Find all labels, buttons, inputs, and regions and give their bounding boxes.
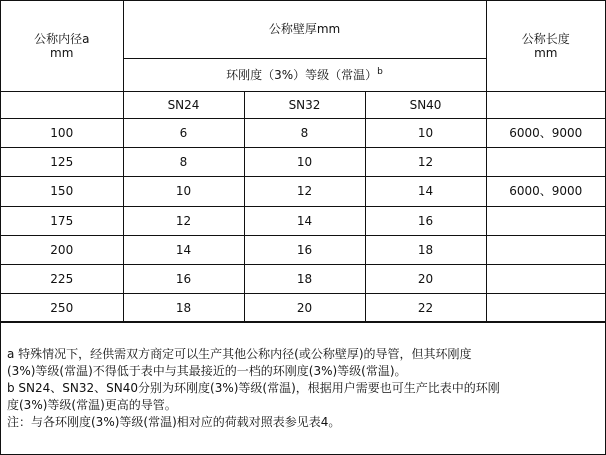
grade-blank-left (1, 91, 123, 118)
length-cell (486, 235, 605, 264)
table-row (1, 176, 605, 206)
grade-sn40: SN40 (365, 91, 486, 118)
length-label: 公称长度 (521, 31, 570, 46)
sn32-cell: 10 (244, 147, 365, 176)
grade-sn24: SN24 (123, 91, 244, 118)
length-cell: 6000、9000 (486, 176, 605, 206)
sn40-cell: 16 (365, 206, 486, 235)
header-wall-thickness (123, 1, 486, 58)
footnote-a-line-1: a 特殊情况下，经供需双方商定可以生产其他公称内径(或公称壁厚)的导管，但其环刚度 (7, 347, 472, 361)
sn24-cell: 6 (123, 118, 244, 147)
note-mark-b: b (377, 66, 383, 77)
nominal-diameter-label: 公称内径 (34, 31, 83, 46)
diameter-cell: 125 (1, 147, 123, 176)
sn24-cell: 14 (123, 235, 244, 264)
header-length (486, 1, 605, 91)
sn24-cell: 8 (123, 147, 244, 176)
sn24-cell: 10 (123, 176, 244, 206)
length-cell: 6000、9000 (486, 118, 605, 147)
note-load-reference: 注：与各环刚度(3%)等级(常温)相对应的荷载对照表参见表4。 (7, 415, 341, 429)
sn32-cell: 20 (244, 293, 365, 322)
footnote-a-line-2: (3%)等级(常温)不得低于表中与其最接近的一档的环刚度(3%)等级(常温)。 (7, 364, 407, 378)
sn40-cell: 22 (365, 293, 486, 322)
sn40-cell: 18 (365, 235, 486, 264)
grade-sn32: SN32 (244, 91, 365, 118)
sn32-cell: 16 (244, 235, 365, 264)
table-row (1, 206, 605, 235)
diameter-cell: 200 (1, 235, 123, 264)
sn24-cell: 18 (123, 293, 244, 322)
diameter-cell: 100 (1, 118, 123, 147)
sn24-cell: 12 (123, 206, 244, 235)
table-row (1, 293, 605, 322)
header-stiffness (123, 58, 486, 91)
length-cell (486, 206, 605, 235)
sn24-cell: 16 (123, 264, 244, 293)
wall-thickness-label: 公称壁厚 (268, 22, 317, 37)
footnote-b-line-2: 度(3%)等级(常温)更高的导管。 (7, 398, 177, 412)
sn40-cell: 12 (365, 147, 486, 176)
sn40-cell: 10 (365, 118, 486, 147)
table-footnotes (1, 321, 605, 454)
length-unit: mm (534, 45, 558, 60)
note-mark-a: a (82, 31, 90, 46)
table-row (1, 118, 605, 147)
sn32-cell: 8 (244, 118, 365, 147)
table-row (1, 235, 605, 264)
sn32-cell: 18 (244, 264, 365, 293)
diameter-cell: 150 (1, 176, 123, 206)
diameter-cell: 225 (1, 264, 123, 293)
sn32-cell: 14 (244, 206, 365, 235)
pipe-spec-table (1, 1, 605, 323)
header-row-1 (1, 1, 605, 58)
grade-blank-right (486, 91, 605, 118)
length-cell (486, 293, 605, 322)
sn40-cell: 20 (365, 264, 486, 293)
length-cell (486, 264, 605, 293)
sn32-cell: 12 (244, 176, 365, 206)
footnote-b-line-1: b SN24、SN32、SN40分别为环刚度(3%)等级(常温)，根据用户需要也可生产比表中的环刚 (7, 381, 500, 395)
header-row-3 (1, 91, 605, 118)
table-row (1, 264, 605, 293)
length-cell (486, 147, 605, 176)
header-nominal-diameter (1, 1, 123, 91)
nominal-diameter-unit: mm (50, 45, 74, 60)
diameter-cell: 175 (1, 206, 123, 235)
sn40-cell: 14 (365, 176, 486, 206)
wall-thickness-unit: mm (316, 22, 341, 37)
diameter-cell: 250 (1, 293, 123, 322)
stiffness-label: 环刚度（3%）等级（常温） (226, 67, 378, 82)
table-row (1, 147, 605, 176)
